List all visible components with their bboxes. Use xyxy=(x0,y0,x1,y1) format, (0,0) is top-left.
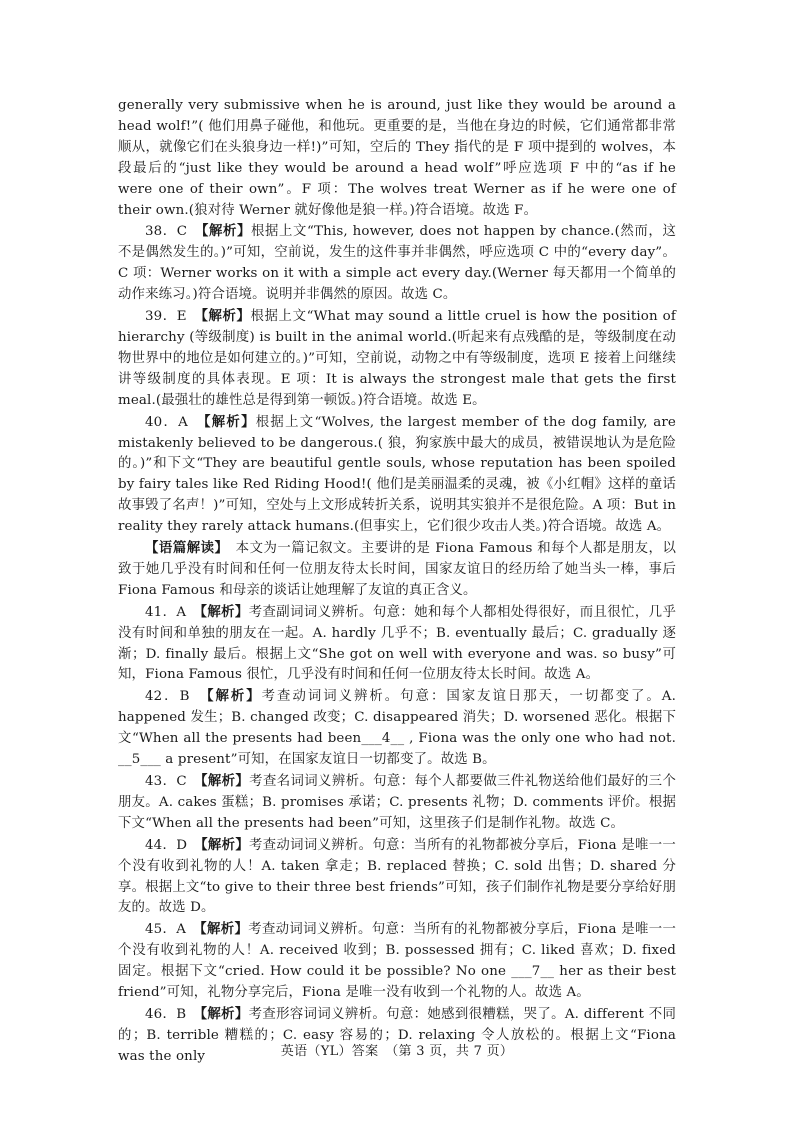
paragraph-text: 考查动词词义辨析。句意：国家友谊日那天，一切都变了。A. happened 发生；B. changed 改变；C. disappeared 消失；D. worsened 恶化。根据下文“When all the presents had been___4__ , Fiona was the only one who had not. __5___ a present”可知，在国家友谊日一切都变了。故选 B。 xyxy=(118,689,676,768)
section-tag: 【解析】 xyxy=(201,308,251,325)
paragraph-text: 40．A xyxy=(145,414,204,430)
section-tag: 【解析】 xyxy=(200,603,249,620)
paragraph-text: 考查副词词义辨析。句意：她和每个人都相处得很好，而且很忙，几乎没有时间和单独的朋友在一起。A. hardly 几乎不；B. eventually 最后；C. gradually 逐渐；D. finally 最后。根据上文“She got on well with everyone and was. so busy”可知，Fiona Famous 很忙，几乎没有时间和任何一位朋友待太长时间。故选 A。 xyxy=(118,604,676,683)
section-tag: 【解析】 xyxy=(206,688,262,705)
section-tag: 【解析】 xyxy=(203,413,256,430)
paragraph-text: 45．A xyxy=(145,922,200,938)
paragraph-text: 考查形容词词义辨析。句意：她感到很糟糕，哭了。A. different 不同的；B. terrible 糟糕的；C. easy 容易的；D. relaxing 令人放松的。根据上文“Fiona was the only xyxy=(118,1006,676,1064)
section-tag: 【语篇解读】 xyxy=(145,540,222,557)
paragraph-text: 42．B xyxy=(145,689,207,705)
explanation-paragraph xyxy=(118,96,676,221)
section-tag: 【解析】 xyxy=(200,773,250,789)
section-tag: 【解析】 xyxy=(200,836,250,853)
paragraph-text: generally very submissive when he is around, just like they would be around a head wolf!”( 他们用鼻子碰他，和他玩。更重要的是，当他在身边的时候，它们通常都非常顺从，就像它们在头狼身边一样!)”可知，空后的 They 指代的是 F 项中提到的 wolves，本段最后的“just like they would be around a head wolf”呼应选项 F 中的“as if he were one of their own”。F 项：The wolves treat Werner as if he were one of their own.(狼对待 Werner 就好像他是狼一样。)符合语境。故选 F。 xyxy=(118,98,676,218)
section-tag: 【解析】 xyxy=(200,921,249,938)
explanation-paragraph xyxy=(118,306,676,412)
explanation-paragraph xyxy=(118,919,676,1004)
paragraph-text: 38．C xyxy=(145,224,202,240)
paragraph-text: 41．A xyxy=(145,604,201,620)
explanation-paragraph xyxy=(118,771,676,835)
paragraph-text: 39．E xyxy=(145,309,202,325)
explanation-paragraph xyxy=(118,602,676,687)
paragraph-text: 考查动词词义辨析。句意：当所有的礼物都被分享后，Fiona 是唯一一个没有收到礼物的人！A. received 收到；B. possessed 拥有；C. liked 喜欢；D. fixed 固定。根据下文“cried. How could it be possible? No one ___7__ her as their best friend”可知，礼物分享完后，Fiona 是唯一没有收到一个礼物的人。故选 A。 xyxy=(118,922,676,1001)
paragraph-text: 本文为一篇记叙文。主要讲的是 Fiona Famous 和每个人都是朋友，以致于她几乎没有时间和任何一位朋友待太长时间，国家友谊日的经历给了她当头一棒，事后 Fiona Famous 和母亲的谈话让她理解了友谊的真正含义。 xyxy=(118,541,676,598)
section-tag: 【解析】 xyxy=(201,223,252,240)
paragraph-text: 44．D xyxy=(145,837,201,853)
paragraph-text: 考查动词词义辨析。句意：当所有的礼物都被分享后，Fiona 是唯一一个没有收到礼物的人！A. taken 拿走；B. replaced 替换；C. sold 出售；D. shared 分享。根据上文“to give to their three best friends”可知，孩子们制作礼物是要分享给好朋友的。故选 D。 xyxy=(118,837,676,916)
section-tag: 【解析】 xyxy=(200,1005,249,1022)
paragraph-text: 根据上文“What may sound a little cruel is how the position of hierarchy (等级制度) is built in the animal world.(听起来有点残酷的是，等级制度在动物世界中的地位是如何建立的。)”可知，空前说，动物之中有等级制度，选项 E 接着上问继续讲等级制度的具体表现。E 项：It is always the strongest male that gets the first meal.(最强壮的雄性总是得到第一顿饭。)符合语境。故选 E。 xyxy=(118,309,676,408)
explanation-paragraph xyxy=(118,221,676,306)
explanation-paragraph xyxy=(118,538,676,602)
page-footer: 英语（YL）答案 （第 3 页，共 7 页） xyxy=(280,1044,514,1059)
answer-explanations xyxy=(118,96,676,1068)
explanation-paragraph xyxy=(118,835,676,920)
paragraph-text: 43．C xyxy=(145,774,201,789)
paragraph-text: 46．B xyxy=(145,1006,201,1022)
paragraph-text: 根据上文“This, however, does not happen by chance.(然而，这不是偶然发生的。)”可知，空前说，发生的这件事并非偶然，呼应选项 C 中的“every day”。C 项：Werner works on it with a simple act every day.(Werner 每天都用一个简单的动作来练习。)符合语境。说明并非偶然的原因。故选 C。 xyxy=(118,224,676,303)
paragraph-text: 考查名词词义辨析。句意：每个人都要做三件礼物送给他们最好的三个朋友。A. cakes 蛋糕；B. promises 承诺；C. presents 礼物；D. comments 评价。根据下文“When all the presents had been”可知，这里孩子们是制作礼物。故选 C。 xyxy=(118,774,676,831)
paragraph-text: 根据上文“Wolves, the largest member of the dog family, are mistakenly believed to be dangerous.( 狼，狗家族中最大的成员，被错误地认为是危险的。)”和下文“They are beautiful gentle souls, whose reputation has been spoiled by fairy tales like Red Riding Hood!( 他们是美丽温柔的灵魂，被《小红帽》这样的童话故事毁了名声！)”可知，空处与上文形成转折关系，说明其实狼并不是很危险。A 项：But in reality they rarely attack humans.(但事实上，它们很少攻击人类。)符合语境。故选 A。 xyxy=(118,414,676,535)
explanation-paragraph xyxy=(118,412,676,538)
explanation-paragraph xyxy=(118,686,676,771)
